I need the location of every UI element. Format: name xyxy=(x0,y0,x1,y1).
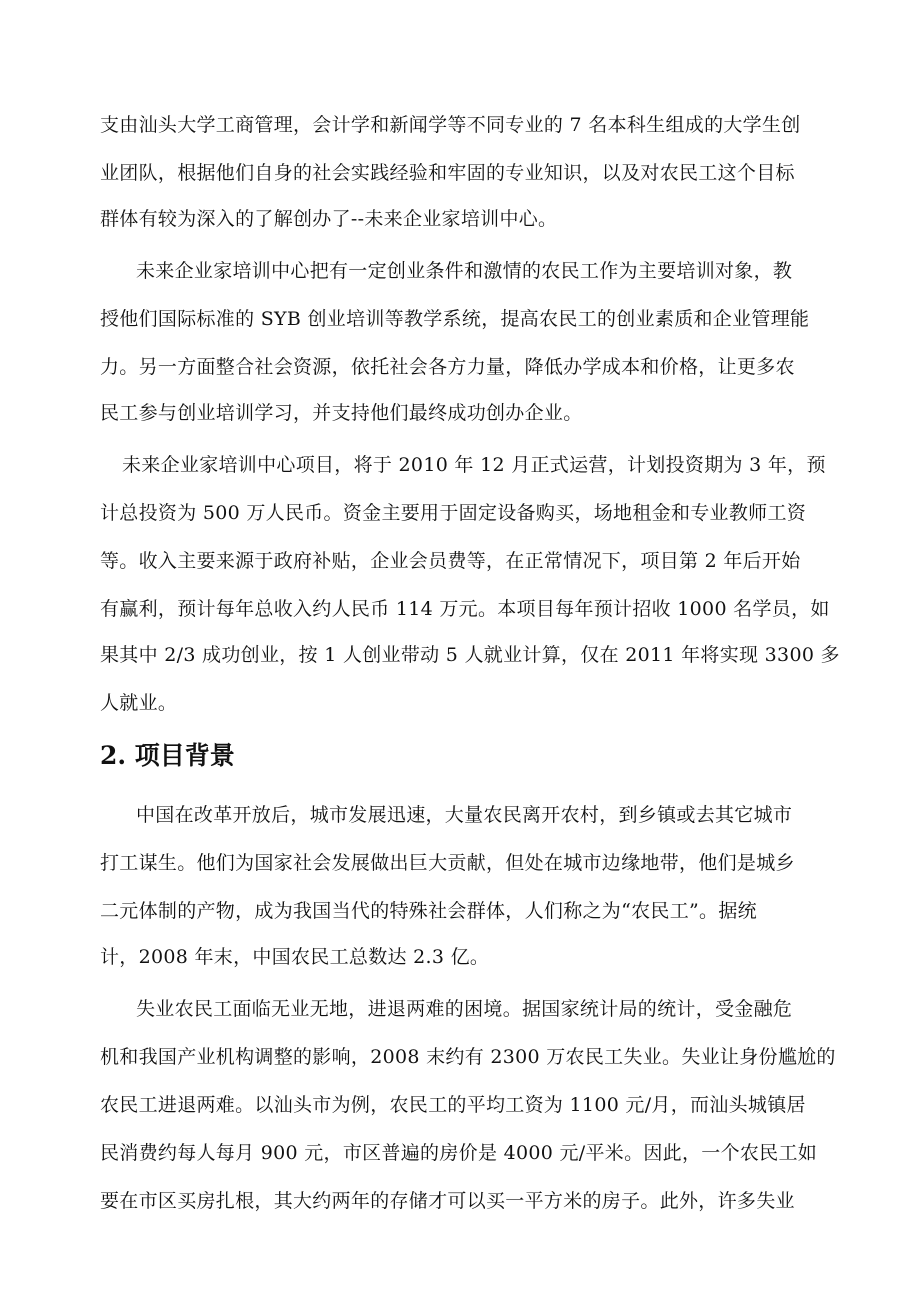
paragraph-2-line-2: 授他们国际标准的 SYB 创业培训等教学系统，提高农民工的创业素质和企业管理能 xyxy=(100,308,810,330)
paragraph-4-line-1: 中国在改革开放后，城市发展迅速，大量农民离开农村，到乡镇或去其它城市 xyxy=(136,804,793,826)
paragraph-5-line-2: 机和我国产业机构调整的影响，2008 末约有 2300 万农民工失业。失业让身份尴尬的 xyxy=(100,1046,836,1068)
paragraph-1-line-2: 业团队，根据他们自身的社会实践经验和牢固的专业知识，以及对农民工这个目标 xyxy=(100,162,795,184)
paragraph-3-line-5: 果其中 2/3 成功创业，按 1 人创业带动 5 人就业计算，仅在 2011 年将实现 3300 多 xyxy=(100,644,840,666)
paragraph-4-line-3: 二元体制的产物，成为我国当代的特殊社会群体，人们称之为“农民工”。据统 xyxy=(100,900,757,922)
paragraph-3-line-3: 等。收入主要来源于政府补贴，企业会员费等，在正常情况下，项目第 2 年后开始 xyxy=(100,550,801,572)
paragraph-2-line-1: 未来企业家培训中心把有一定创业条件和激情的农民工作为主要培训对象，教 xyxy=(136,260,793,282)
paragraph-2-line-3: 力。另一方面整合社会资源，依托社会各方力量，降低办学成本和价格，让更多农 xyxy=(100,356,795,378)
paragraph-5-line-5: 要在市区买房扎根，其大约两年的存储才可以买一平方米的房子。此外，许多失业 xyxy=(100,1190,795,1212)
paragraph-4-line-4: 计，2008 年末，中国农民工总数达 2.3 亿。 xyxy=(100,946,490,968)
paragraph-5-line-4: 民消费约每人每月 900 元，市区普遍的房价是 4000 元/平米。因此，一个农民工如 xyxy=(100,1142,818,1164)
paragraph-5-line-1: 失业农民工面临无业无地，进退两难的困境。据国家统计局的统计，受金融危 xyxy=(136,998,793,1020)
paragraph-1-line-1: 支由汕头大学工商管理，会计学和新闻学等不同专业的 7 名本科生组成的大学生创 xyxy=(100,114,801,136)
paragraph-3-line-6: 人就业。 xyxy=(100,692,178,714)
paragraph-1-line-3: 群体有较为深入的了解创办了--未来企业家培训中心。 xyxy=(100,208,558,230)
section-heading: 2. 项目背景 xyxy=(100,741,235,770)
paragraph-3-line-1: 未来企业家培训中心项目，将于 2010 年 12 月正式运营，计划投资期为 3 年，预 xyxy=(122,454,826,476)
paragraph-5-line-3: 农民工进退两难。以汕头市为例，农民工的平均工资为 1100 元/月，而汕头城镇居 xyxy=(100,1094,806,1116)
paragraph-4-line-2: 打工谋生。他们为国家社会发展做出巨大贡献，但处在城市边缘地带，他们是城乡 xyxy=(100,852,795,874)
paragraph-3-line-2: 计总投资为 500 万人民币。资金主要用于固定设备购买，场地租金和专业教师工资 xyxy=(100,502,807,524)
paragraph-2-line-4: 民工参与创业培训学习，并支持他们最终成功创办企业。 xyxy=(100,402,583,424)
paragraph-3-line-4: 有赢利，预计每年总收入约人民币 114 万元。本项目每年预计招收 1000 名学员，如 xyxy=(100,598,830,620)
